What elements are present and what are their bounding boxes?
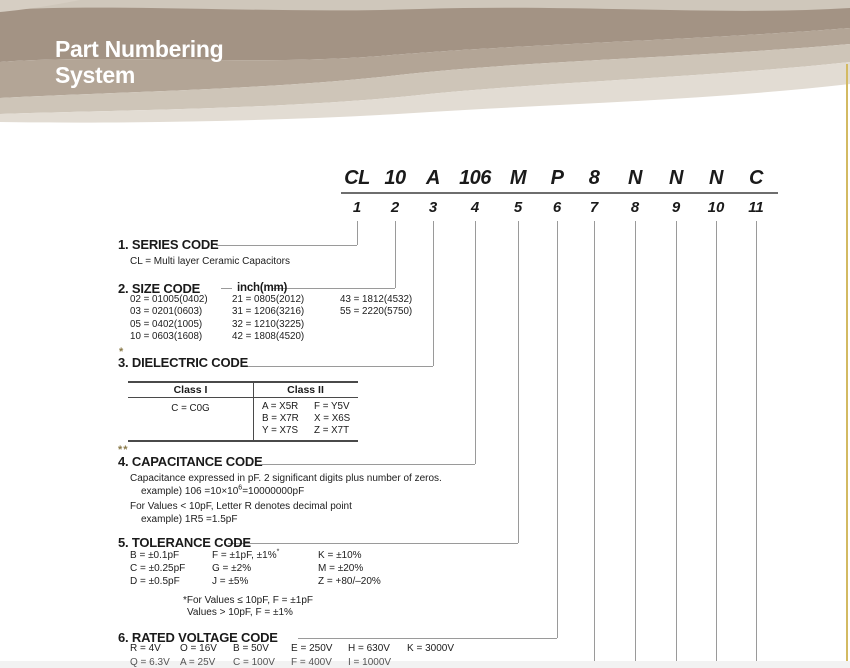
size-code-item: 42 = 1808(4520) bbox=[232, 330, 305, 342]
pn-segment-6: P bbox=[550, 167, 564, 189]
capacitance-desc-line2: For Values < 10pF, Letter R denotes decimal point bbox=[130, 501, 352, 512]
tolerance-item: K = ±10% bbox=[318, 550, 362, 561]
voltage-item-clipped: C = 100V bbox=[233, 657, 275, 668]
pn-position-4: 4 bbox=[470, 199, 480, 216]
size-code-item: 43 = 1812(4532) bbox=[340, 294, 413, 305]
connector-vline-10 bbox=[716, 221, 717, 661]
connector-vline-11 bbox=[756, 221, 757, 661]
part-number-underline bbox=[341, 192, 778, 194]
tolerance-item: B = ±0.1pF bbox=[130, 550, 180, 561]
pn-position-9: 9 bbox=[671, 199, 681, 216]
connector-hline-3 bbox=[247, 366, 433, 367]
exponent: 6 bbox=[238, 484, 243, 492]
voltage-code-number: 6. bbox=[118, 630, 129, 645]
size-code-item: 32 = 1210(3225) bbox=[232, 318, 305, 330]
pn-segment-1: CL bbox=[344, 167, 370, 189]
class2-row: B = X7R X = X6S bbox=[262, 412, 351, 424]
size-code-number: 2. bbox=[118, 281, 129, 296]
connector-hline-1 bbox=[216, 245, 357, 246]
capacitance-example1: example) $106 =10\times 10^6=10000000pF$ bbox=[141, 484, 305, 497]
tolerance-item: C = ±0.25pF bbox=[130, 563, 186, 574]
class1-value: C = C0G bbox=[171, 403, 210, 414]
size-code-item: 55 = 2220(5750) bbox=[340, 306, 413, 318]
size-code-col3 bbox=[340, 294, 412, 319]
voltage-item: K = 3000V bbox=[407, 643, 454, 654]
pn-segment-5: M bbox=[509, 167, 527, 189]
connector-vline-4 bbox=[475, 221, 476, 464]
class2-row: Y = X7S Z = X7T bbox=[262, 424, 350, 436]
pn-segment-4: 106 bbox=[459, 167, 491, 189]
tolerance-item: F = ±1pF, ±1%* bbox=[212, 548, 280, 561]
pn-segment-10: N bbox=[709, 167, 723, 189]
connector-vline-5 bbox=[518, 221, 519, 543]
tolerance-code-number: 5. bbox=[118, 535, 129, 550]
pn-position-8: 8 bbox=[630, 199, 640, 216]
tolerance-item: J = ±5% bbox=[212, 576, 249, 587]
connector-vline-9 bbox=[676, 221, 677, 661]
size-code-title: SIZE CODE bbox=[131, 281, 201, 296]
dielectric-code-title: DIELECTRIC CODE bbox=[131, 355, 249, 370]
tolerance-col1 bbox=[130, 549, 185, 588]
tolerance-note1: *For Values ≤ 10pF, F = ±1pF bbox=[183, 595, 314, 606]
connector-hline-4 bbox=[262, 464, 475, 465]
size-code-item: 02 = 01005(0402) bbox=[130, 294, 208, 305]
dielectric-code-number: 3. bbox=[118, 355, 129, 370]
page-title-line2: System bbox=[55, 62, 136, 88]
class1-header: Class I bbox=[173, 384, 208, 396]
connector-vline-1 bbox=[357, 221, 358, 245]
class2-row: A = X5R F = Y5V bbox=[262, 401, 350, 412]
size-code-dash bbox=[221, 288, 232, 289]
table-header-rule bbox=[128, 397, 358, 398]
page-right-edge-line bbox=[846, 64, 848, 661]
voltage-item: E = 250V bbox=[291, 643, 333, 654]
voltage-code-title: RATED VOLTAGE CODE bbox=[131, 630, 278, 645]
size-code-item: 31 = 1206(3216) bbox=[232, 306, 305, 318]
pn-segment-3: A bbox=[426, 167, 440, 189]
series-code-number: 1. bbox=[118, 237, 129, 252]
tolerance-item: G = ±2% bbox=[212, 563, 252, 574]
page-title-line1: Part Numbering bbox=[55, 36, 224, 62]
size-code-item: 03 = 0201(0603) bbox=[130, 306, 203, 318]
capacitance-code-title: CAPACITANCE CODE bbox=[131, 454, 263, 469]
voltage-row2-clipped bbox=[0, 657, 620, 668]
voltage-item: H = 630V bbox=[348, 643, 390, 654]
connector-vline-2 bbox=[395, 221, 396, 288]
pn-position-1: 1 bbox=[352, 199, 362, 216]
class2-values bbox=[262, 401, 350, 436]
tolerance-col2 bbox=[212, 549, 279, 588]
tolerance-code-heading bbox=[118, 535, 251, 550]
pn-position-3: 3 bbox=[428, 199, 438, 216]
dielectric-code-heading bbox=[118, 355, 248, 370]
size-code-item: 21 = 0805(2012) bbox=[232, 294, 305, 305]
size-code-item: 05 = 0402(1005) bbox=[130, 318, 203, 330]
tolerance-code-title: TOLERANCE CODE bbox=[131, 535, 251, 550]
tolerance-item: Z = +80/–20% bbox=[318, 576, 381, 587]
page-title bbox=[55, 36, 223, 88]
pn-segment-8: N bbox=[628, 167, 642, 189]
connector-hline-5 bbox=[228, 543, 518, 544]
footnote-marker: * bbox=[276, 548, 280, 556]
pn-segment-7: 8 bbox=[588, 167, 600, 189]
connector-vline-6 bbox=[557, 221, 558, 638]
capacitance-code-heading bbox=[118, 454, 263, 469]
tolerance-item: D = ±0.5pF bbox=[130, 576, 180, 587]
connector-vline-7 bbox=[594, 221, 595, 661]
pn-position-7: 7 bbox=[589, 199, 599, 216]
table-bottom-border bbox=[128, 440, 358, 442]
size-code-unit: inch(mm) bbox=[237, 282, 288, 294]
voltage-item: R = 4V bbox=[130, 643, 161, 654]
class2-header: Class II bbox=[287, 384, 324, 396]
voltage-item-clipped: A = 25V bbox=[180, 657, 216, 668]
tolerance-item: M = ±20% bbox=[318, 563, 364, 574]
size-code-col1 bbox=[130, 294, 208, 343]
pn-segment-9: N bbox=[669, 167, 683, 189]
series-code-desc: CL = Multi layer Ceramic Capacitors bbox=[130, 256, 290, 267]
tolerance-note2: Values > 10pF, F = ±1% bbox=[187, 607, 293, 618]
pn-position-11: 11 bbox=[748, 199, 764, 216]
connector-hline-2 bbox=[272, 288, 395, 289]
pn-position-6: 6 bbox=[552, 199, 562, 216]
size-code-item: 10 = 0603(1608) bbox=[130, 330, 203, 342]
pn-segment-2: 10 bbox=[384, 167, 406, 189]
capacitance-example2: example) 1R5 =1.5pF bbox=[141, 514, 238, 525]
capacitance-marker-stars: ** bbox=[118, 444, 129, 456]
voltage-item-clipped: F = 400V bbox=[291, 657, 332, 668]
capacitance-code-number: 4. bbox=[118, 454, 129, 469]
connector-vline-8 bbox=[635, 221, 636, 661]
pn-position-10: 10 bbox=[707, 199, 725, 216]
connector-hline-6 bbox=[298, 638, 557, 639]
capacitance-desc-line1: Capacitance expressed in pF. 2 significant digits plus number of zeros. bbox=[130, 473, 442, 484]
series-code-title: SERIES CODE bbox=[131, 237, 219, 252]
size-code-col2 bbox=[232, 294, 304, 343]
connector-vline-3 bbox=[433, 221, 434, 366]
series-code-heading bbox=[118, 237, 219, 252]
voltage-item: O = 16V bbox=[180, 643, 217, 654]
pn-segment-11: C bbox=[749, 167, 763, 189]
voltage-item-clipped: Q = 6.3V bbox=[130, 657, 170, 668]
pn-position-2: 2 bbox=[390, 199, 400, 216]
pn-position-5: 5 bbox=[513, 199, 523, 216]
dielectric-marker-star: * bbox=[119, 346, 125, 358]
voltage-item-clipped: I = 1000V bbox=[348, 657, 392, 668]
table-top-border bbox=[128, 381, 358, 383]
voltage-item: B = 50V bbox=[233, 643, 269, 654]
tolerance-col3 bbox=[318, 549, 381, 588]
